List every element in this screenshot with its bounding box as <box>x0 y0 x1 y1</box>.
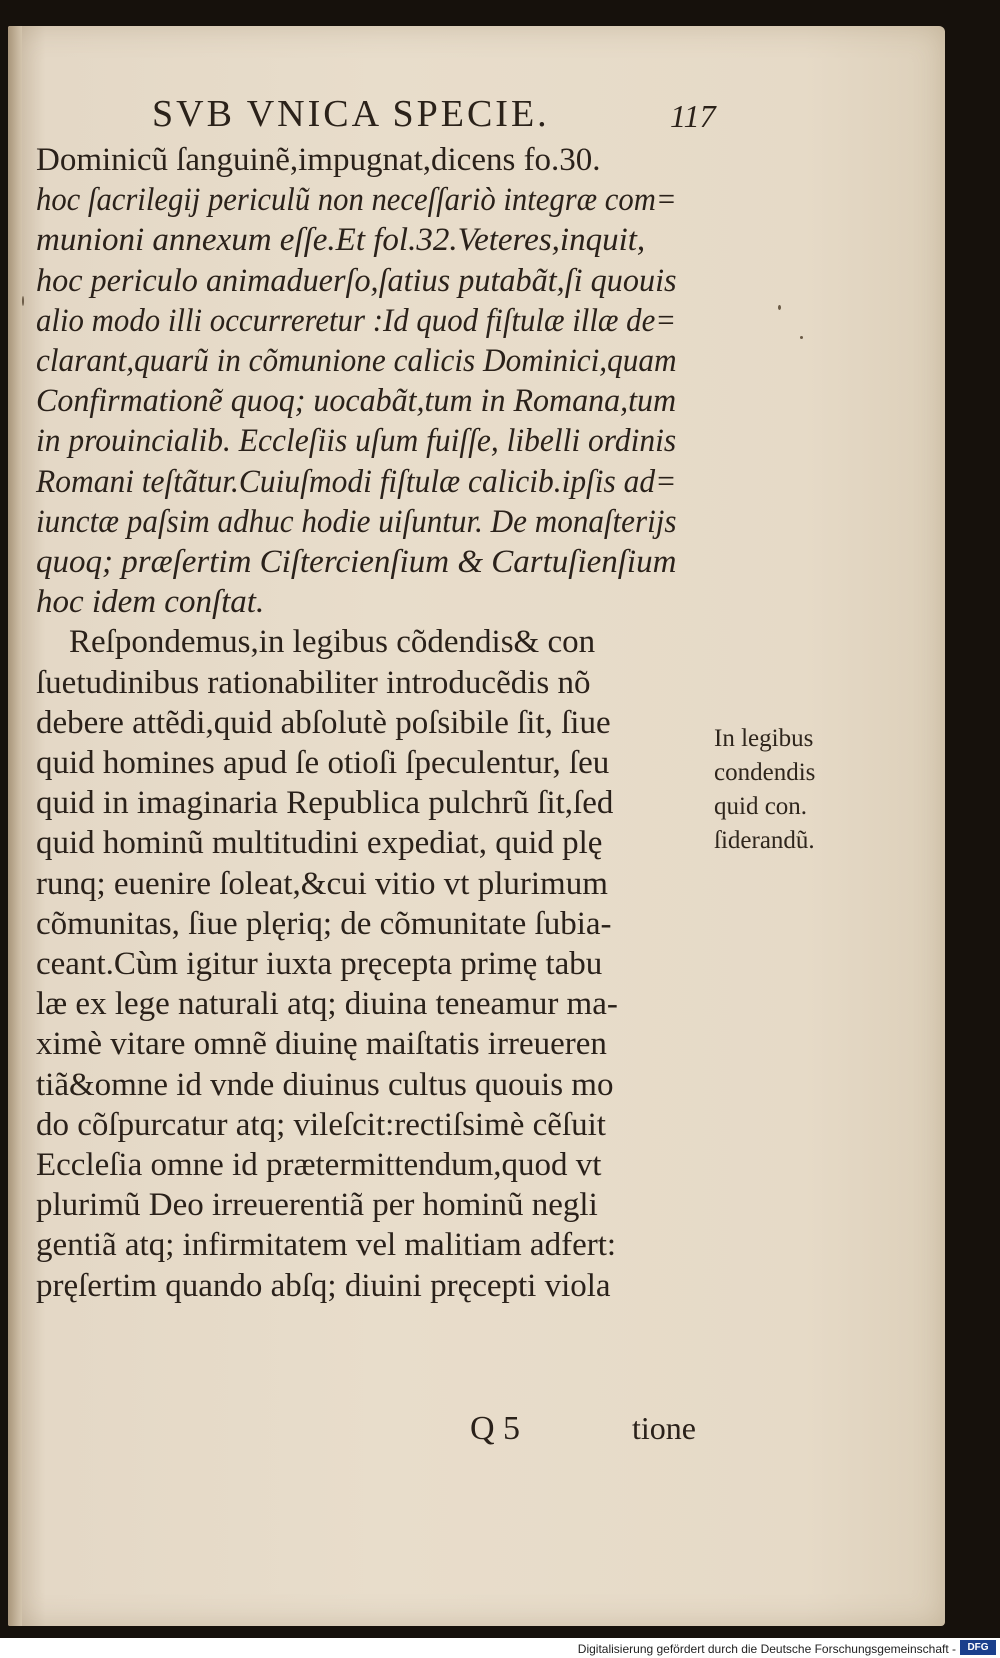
marginal-note <box>714 722 874 858</box>
text-line: hoc ſacrilegij periculũ non neceſſariò integræ com= <box>36 182 677 219</box>
text-line: ximè vitare omnẽ diuinę maiſtatis irreueren <box>36 1026 607 1063</box>
text-line: Eccleſia omne id prætermittendum,quod vt <box>36 1147 602 1183</box>
text-line: cõmunitas, ſiue plęriq; de cõmunitate ſubia- <box>36 905 612 942</box>
dfg-logo: DFG <box>960 1640 996 1655</box>
marginal-note-line: quid con. <box>714 793 808 820</box>
text-line: iunctæ paſsim adhuc hodie uiſuntur. De monaſterijs <box>36 503 677 540</box>
text-line: hoc periculo animaduerſo,ſatius putabãt,ſi quouis <box>36 262 677 299</box>
marginal-note-line: ſiderandũ. <box>714 827 815 854</box>
text-line: in prouincialib. Eccleſiis uſum fuiſſe, libelli ordinis <box>36 423 677 460</box>
text-line: pręſertim quando abſq; diuini pręcepti viola <box>36 1267 611 1304</box>
catchword: tione <box>632 1410 696 1446</box>
text-line: runq; euenire ſoleat,&cui vitio vt plurimum <box>36 865 608 902</box>
text-line: quid hominũ multitudini expediat, quid plę <box>36 825 603 862</box>
text-line: quoq; præſertim Ciſtercienſium & Cartuſienſium <box>36 544 677 580</box>
text-line: Reſpondemus,in legibus cõdendis& con <box>36 624 596 661</box>
folio-number: 117 <box>670 98 716 134</box>
paper-speck <box>800 336 803 339</box>
text-line: plurimũ Deo irreuerentiã per hominũ negli <box>36 1187 598 1224</box>
paper-speck <box>22 296 24 306</box>
running-head: SVB VNICA SPECIE. <box>152 93 550 135</box>
text-line: Romani teſtãtur.Cuiuſmodi fiſtulæ calicib.ipſis ad= <box>36 463 677 500</box>
paper-speck <box>778 305 781 310</box>
text-line: clarant,quarũ in cõmunione calicis Dominici,quam <box>36 343 677 379</box>
text-line: gentiã atq; infirmitatem vel malitiam adfert: <box>36 1227 617 1264</box>
text-line: Confirmationẽ quoq; uocabãt,tum in Romana,tum <box>36 383 677 420</box>
text-line: quid in imaginaria Republica pulchrũ ſit,ſed <box>36 785 614 822</box>
signature-mark: Q 5 <box>470 1410 521 1447</box>
text-line: ſuetudinibus rationabiliter introducẽdis nõ <box>36 664 591 701</box>
marginal-note-line: condendis <box>714 759 816 786</box>
text-line: Dominicũ ſanguinẽ,impugnat,dicens fo.30. <box>36 142 601 178</box>
marginal-note-line: In legibus <box>714 725 814 752</box>
text-line: hoc idem conſtat. <box>36 584 265 621</box>
text-line: quid homines apud ſe otioſi ſpeculentur, ſeu <box>36 745 610 781</box>
funding-credit: Digitalisierung gefördert durch die Deutsche Forschungsgemeinschaft - <box>577 1642 956 1656</box>
page-footer-marks <box>470 1410 710 1454</box>
text-line: do cõſpurcatur atq; vileſcit:rectiſsimè cẽſuit <box>36 1106 606 1143</box>
text-line: alio modo illi occurreretur :Id quod fiſtulæ illæ de= <box>36 302 677 339</box>
text-line: munioni annexum eſſe.Et fol.32.Veteres,inquit, <box>36 222 646 259</box>
text-line: ceant.Cùm igitur iuxta pręcepta primę tabu <box>36 946 603 982</box>
text-line: tiã&omne id vnde diuinus cultus quouis mo <box>36 1066 614 1103</box>
text-line: læ ex lege naturali atq; diuina teneamur ma- <box>36 986 618 1023</box>
text-line: debere attẽdi,quid abſolutè poſsibile ſit, ſiue <box>36 704 611 741</box>
